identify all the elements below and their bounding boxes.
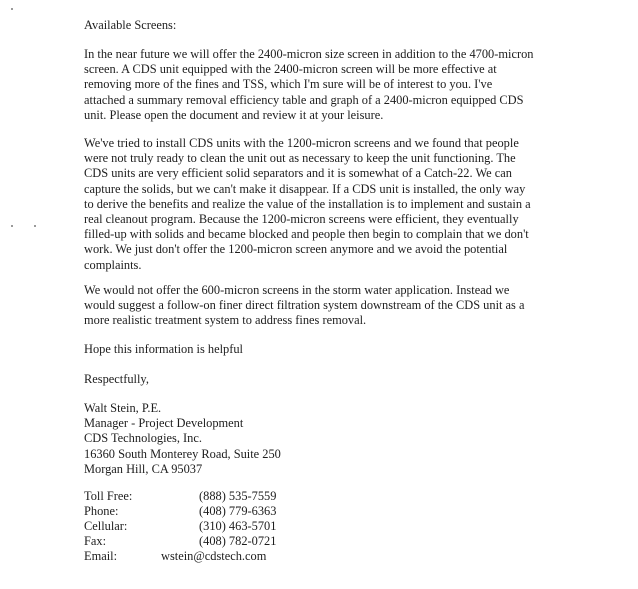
paragraph-1200-micron (84, 136, 531, 273)
closing-note (84, 342, 243, 357)
contact-label: Cellular: (84, 519, 128, 533)
scan-speck (11, 225, 13, 227)
contact-label: Fax: (84, 534, 107, 548)
scan-speck (34, 225, 36, 227)
fax-number: (408) 782-0721 (199, 534, 277, 548)
contact-label: Email: (84, 549, 118, 563)
company-name: CDS Technologies, Inc. (84, 431, 202, 446)
signer-name: Walt Stein, P.E. (84, 401, 162, 415)
paragraph-600-micron (84, 283, 524, 329)
paragraph-line: would suggest a follow-on finer direct filtration system downstream of the CDS unit as a (84, 298, 525, 313)
company-city: Morgan Hill, CA 95037 (84, 461, 203, 476)
paragraph-line: In the near future we will offer the 2400-micron size screen in addition to the 4700-micron (84, 47, 534, 61)
contact-row-phone (84, 504, 384, 519)
salutation (84, 372, 149, 387)
company-street: 16360 South Monterey Road, Suite 250 (84, 446, 281, 461)
contact-row-cellular (84, 519, 384, 534)
paragraph-line: were not truly ready to clean the unit out as necessary to keep the unit functioning. The (84, 151, 516, 166)
toll-free-number: (888) 535-7559 (199, 489, 277, 503)
paragraph-line: real cleanout program. Because the 1200-micron screens were efficient, they eventually (84, 211, 519, 226)
contact-row-fax (84, 534, 384, 549)
paragraph-line: unit. Please open the document and review it at your leisure. (84, 107, 384, 122)
contact-label: Toll Free: (84, 489, 133, 503)
contact-row-email (84, 549, 384, 564)
paragraph-line: removing more of the fines and TSS, which I'm sure will be of interest to you. I've (84, 77, 493, 92)
cellular-number: (310) 463-5701 (199, 519, 277, 533)
closing-note-line: Hope this information is helpful (84, 342, 243, 356)
paragraph-line: more realistic treatment system to address fines removal. (84, 313, 367, 328)
scan-speck (11, 8, 13, 10)
heading-line: Available Screens: (84, 18, 177, 32)
paragraph-line: capture the solids, but we can't make it disappear. If a CDS unit is installed, the only way (84, 181, 526, 196)
phone-number: (408) 779-6363 (199, 504, 277, 518)
signer-title: Manager - Project Development (84, 416, 244, 431)
salutation-line: Respectfully, (84, 372, 149, 386)
signature-block (84, 401, 281, 477)
paragraph-line: filled-up with solids and became blocked and people then begin to complain that we don't (84, 227, 529, 242)
paragraph-line: screen. A CDS unit equipped with the 2400-micron screen will be more effective at (84, 62, 497, 77)
contact-row-toll-free (84, 489, 384, 504)
paragraph-line: attached a summary removal efficiency table and graph of a 2400-micron equipped CDS (84, 92, 524, 107)
paragraph-line: CDS units are very efficient solid separators and it is somewhat of a Catch-22. We can (84, 166, 512, 181)
paragraph-line: complaints. (84, 257, 142, 272)
section-heading (84, 18, 176, 33)
contact-label: Phone: (84, 504, 119, 518)
email-address: wstein@cdstech.com (161, 549, 267, 563)
paragraph-line: We've tried to install CDS units with the 1200-micron screens and we found that people (84, 136, 519, 150)
paragraph-line: work. We just don't offer the 1200-micron screen anymore and we avoid the potential (84, 242, 508, 257)
paragraph-line: to derive the benefits and realize the value of the installation is to implement and sustain a (84, 196, 531, 211)
paragraph-screen-offer (84, 47, 533, 123)
paragraph-line: We would not offer the 600-micron screens in the storm water application. Instead we (84, 283, 510, 297)
